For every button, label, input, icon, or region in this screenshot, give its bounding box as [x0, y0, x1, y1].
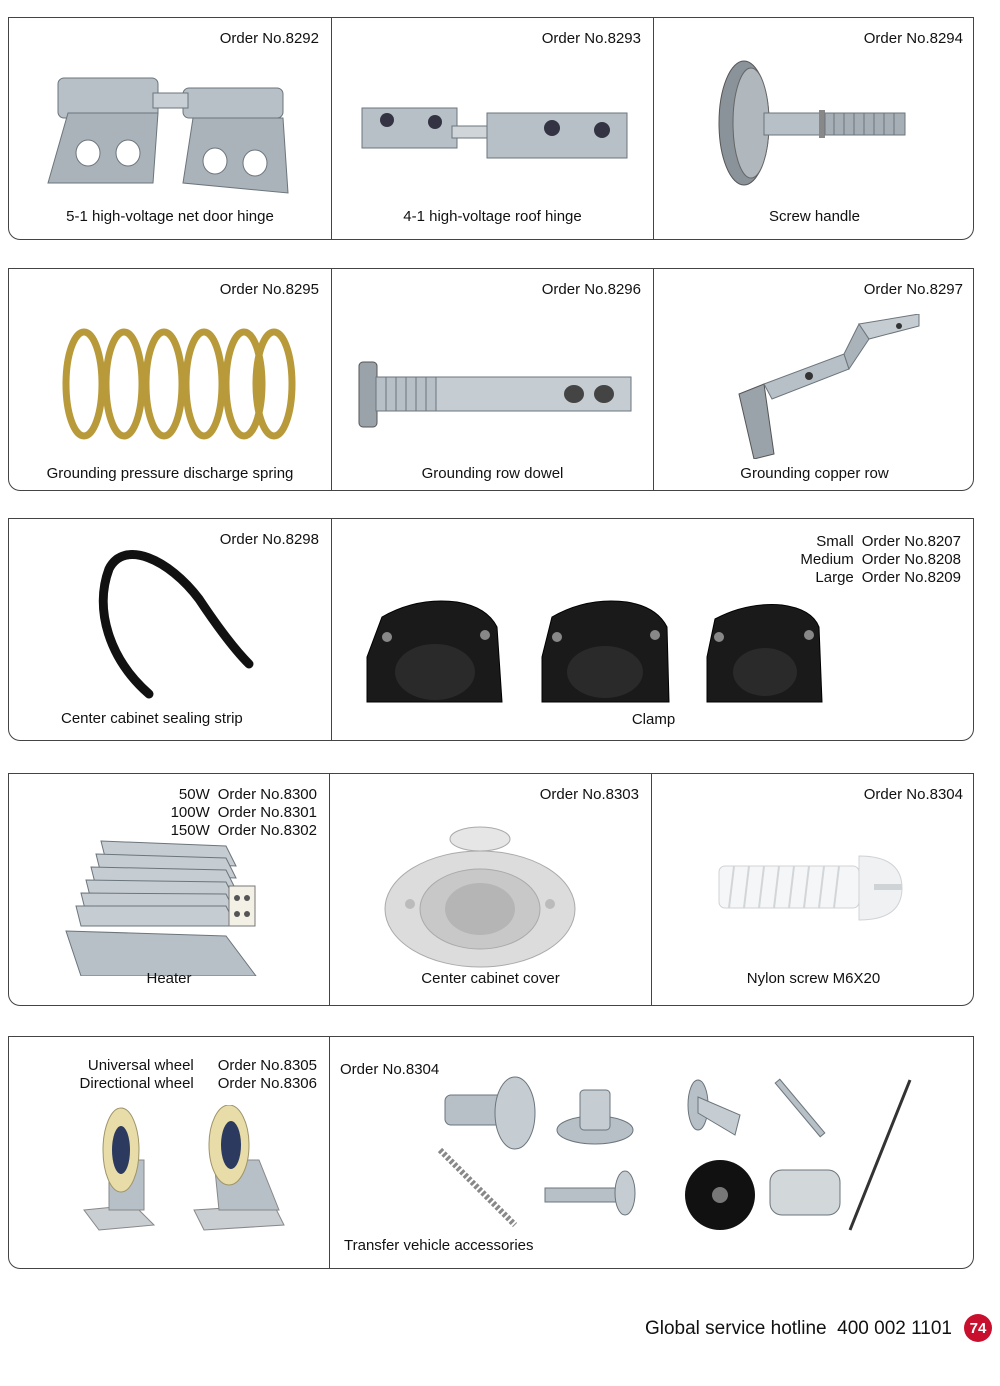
door-hinge-image — [43, 73, 293, 203]
product-row-4 — [8, 773, 974, 1006]
variant-100w: 100W Order No.8301 — [170, 804, 317, 821]
product-caption: 5-1 high-voltage net door hinge — [66, 208, 274, 225]
order-number: Order No.8304 — [340, 1061, 440, 1078]
product-cell-8297 — [653, 269, 975, 490]
order-number: Order No.8295 — [219, 281, 319, 298]
product-row-2 — [8, 268, 974, 491]
product-caption: Grounding copper row — [740, 465, 889, 482]
copper-row-image — [734, 314, 924, 459]
clamp-image — [357, 597, 877, 712]
variant-medium: Medium Order No.8208 — [800, 551, 961, 568]
variant-150w: 150W Order No.8302 — [170, 822, 317, 839]
cabinet-cover-image — [380, 824, 580, 969]
product-caption: Nylon screw M6X20 — [746, 970, 881, 987]
order-number: Order No.8292 — [219, 30, 319, 47]
order-number: Order No.8304 — [863, 786, 963, 803]
variant-universal-wheel: Universal wheel Order No.8305 — [87, 1057, 317, 1074]
product-caption: 4-1 high-voltage roof hinge — [403, 208, 582, 225]
product-caption: Screw handle — [769, 208, 860, 225]
product-caption: Center cabinet cover — [421, 970, 560, 987]
spring-image — [59, 327, 299, 442]
variant-50w: 50W Order No.8300 — [178, 786, 317, 803]
product-cell-transfer — [329, 1037, 975, 1268]
product-cell-8296 — [331, 269, 653, 490]
clamp-order-list — [800, 533, 961, 587]
product-cell-8293 — [331, 18, 653, 239]
order-number: Order No.8293 — [541, 30, 641, 47]
heater-image — [61, 836, 261, 976]
sealing-strip-image — [89, 539, 259, 699]
dowel-image — [354, 357, 639, 432]
product-cell-8303 — [329, 774, 651, 1005]
order-number: Order No.8296 — [541, 281, 641, 298]
order-number: Order No.8297 — [863, 281, 963, 298]
service-hotline: Global service hotline 400 002 1101 — [644, 1318, 952, 1339]
product-caption: Heater — [146, 970, 192, 987]
wheel-order-list — [80, 1057, 317, 1093]
product-cell-8294 — [653, 18, 975, 239]
product-row-5 — [8, 1036, 974, 1269]
variant-small: Small Order No.8207 — [816, 533, 961, 550]
order-number: Order No.8294 — [863, 30, 963, 47]
heater-order-list — [171, 786, 317, 840]
variant-large: Large Order No.8209 — [815, 569, 961, 586]
product-caption: Transfer vehicle accessories — [344, 1237, 534, 1254]
screw-handle-image — [709, 58, 909, 188]
casters-image — [79, 1105, 289, 1235]
product-cell-heater — [9, 774, 329, 1005]
product-caption: Clamp — [631, 711, 676, 728]
page-number-badge: 74 — [964, 1314, 992, 1342]
roof-hinge-image — [357, 98, 632, 178]
nylon-screw-image — [714, 852, 904, 924]
product-caption: Grounding pressure discharge spring — [46, 465, 294, 482]
product-cell-8298 — [9, 519, 331, 740]
product-cell-8292 — [9, 18, 331, 239]
variant-directional-wheel: Directional wheel Order No.8306 — [79, 1075, 317, 1092]
order-number: Order No.8298 — [219, 531, 319, 548]
product-row-1 — [8, 17, 974, 240]
product-cell-8304 — [651, 774, 975, 1005]
order-number: Order No.8303 — [539, 786, 639, 803]
product-caption: Center cabinet sealing strip — [61, 710, 243, 727]
product-cell-clamp — [331, 519, 975, 740]
product-row-3 — [8, 518, 974, 741]
product-cell-wheels — [9, 1037, 329, 1268]
product-cell-8295 — [9, 269, 331, 490]
transfer-accessories-image — [430, 1075, 930, 1235]
product-caption: Grounding row dowel — [421, 465, 564, 482]
